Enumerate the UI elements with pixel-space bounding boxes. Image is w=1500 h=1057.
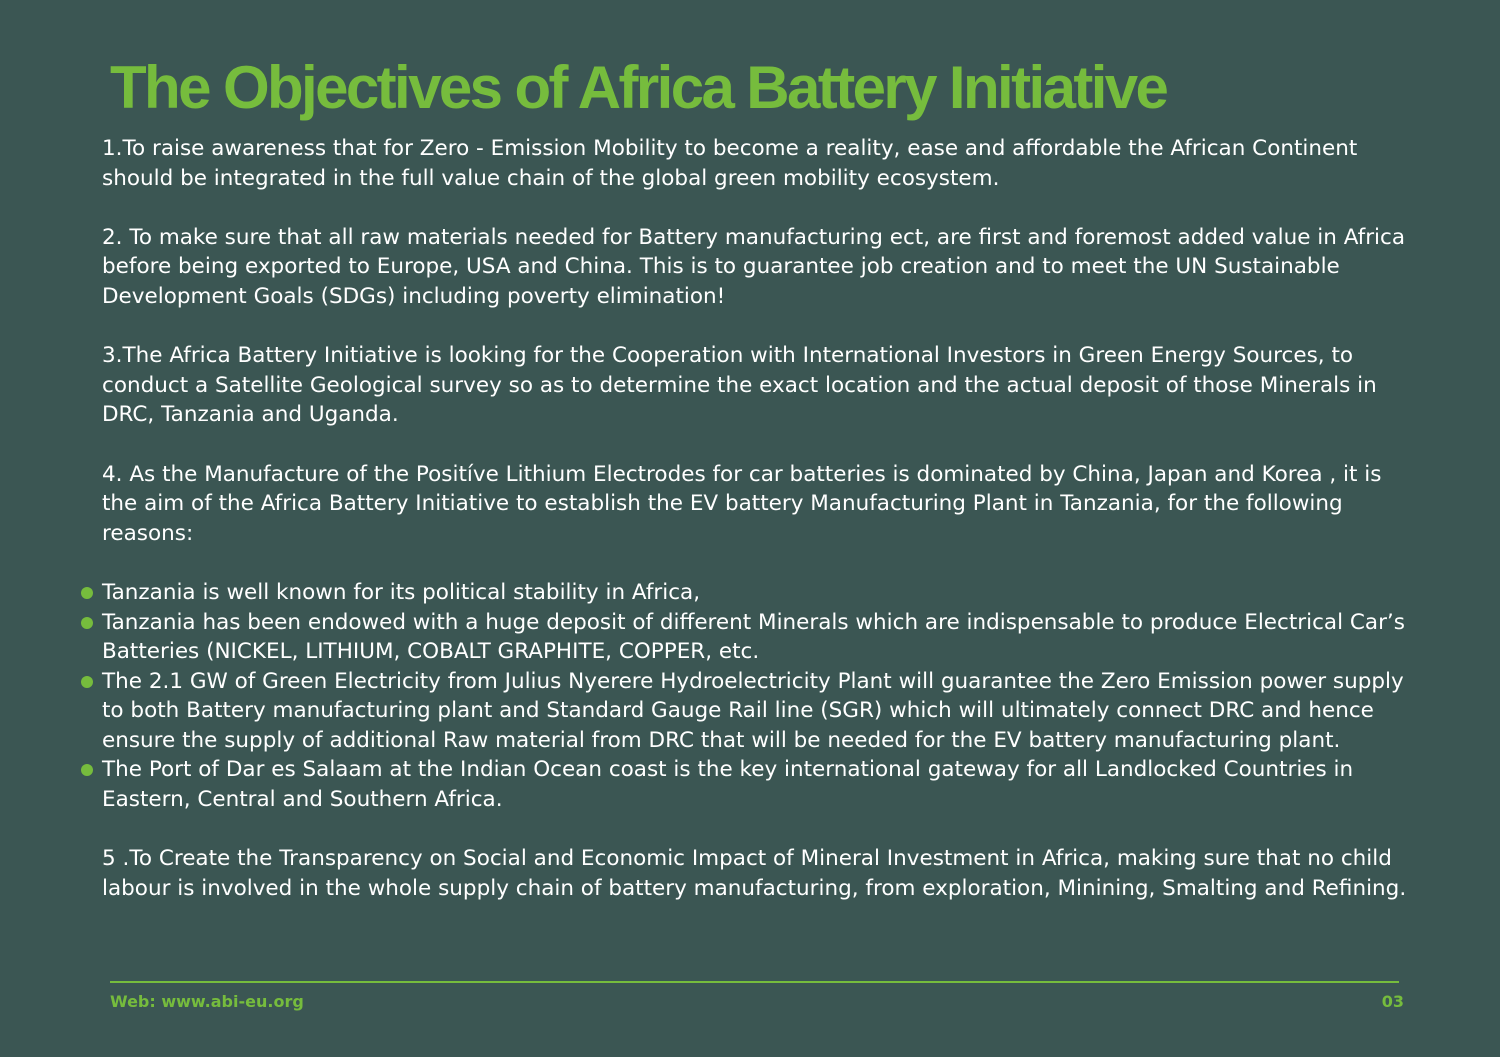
list-item xyxy=(102,608,1412,667)
bullet-dot-icon xyxy=(81,587,93,599)
list-item xyxy=(102,755,1412,814)
objective-3: 3.The Africa Battery Initiative is looking for the Cooperation with International Investors in Green Energy Sources, to conduct a Satellite Geological survey so as to determine the exact location and the actual deposit of those Minerals in DRC, Tanzania and Uganda. xyxy=(102,343,1377,428)
bullet-dot-icon xyxy=(81,617,93,629)
footer-divider xyxy=(110,981,1399,983)
list-item xyxy=(102,667,1412,756)
objective-1: 1.To raise awareness that for Zero - Emission Mobility to become a reality, ease and affordable the African Continent should be integrated in the full value chain of the global green mobility ecosystem. xyxy=(102,136,1358,191)
page-number: 03 xyxy=(1381,992,1404,1011)
page-title: The Objectives of Africa Battery Initiative xyxy=(110,54,1167,121)
objective-2: 2. To make sure that all raw materials needed for Battery manufacturing ect, are first and foremost added value in Africa before being exported to Europe, USA and China. This is to guarantee job creation and to meet the UN Sustainable Development Goals (SDGs) including poverty elimination! xyxy=(102,224,1406,309)
reason-text: Tanzania has been endowed with a huge deposit of different Minerals which are indispensable to produce Electrical Car’s Batteries (NICKEL, LITHIUM, COBALT GRAPHITE, COPPER, etc. xyxy=(102,609,1405,665)
reasons-list xyxy=(102,578,1412,815)
reason-text: Tanzania is well known for its political stability in Africa, xyxy=(102,579,701,605)
footer-website-link[interactable]: Web: www.abi-eu.org xyxy=(110,992,304,1011)
reason-text: The Port of Dar es Salaam at the Indian Ocean coast is the key international gateway for all Landlocked Countries in Eastern, Central and Southern Africa. xyxy=(102,757,1354,813)
reason-text: The 2.1 GW of Green Electricity from Julius Nyerere Hydroelectricity Plant will guarantee the Zero Emission power supply to both Battery manufacturing plant and Standard Gauge Rail line (SGR) which will ultimately connect DRC and hence ensure the supply of additional Raw material from DRC that will be needed for the EV battery manufacturing plant. xyxy=(102,668,1404,753)
objective-4: 4. As the Manufacture of the Positíve Lithium Electrodes for car batteries is dominated by China, Japan and Korea , it is the aim of the Africa Battery Initiative to establish the EV battery Manufacturing Plant in Tanzania, for the following reasons: xyxy=(102,461,1382,546)
objectives-body xyxy=(102,134,1412,933)
bullet-dot-icon xyxy=(81,676,93,688)
objective-5: 5 .To Create the Transparency on Social and Economic Impact of Mineral Investment in Africa, making sure that no child labour is involved in the whole supply chain of battery manufacturing, from exploration, Minining, Smalting and Refining. xyxy=(102,846,1407,901)
list-item xyxy=(102,578,1412,608)
bullet-dot-icon xyxy=(81,764,93,776)
